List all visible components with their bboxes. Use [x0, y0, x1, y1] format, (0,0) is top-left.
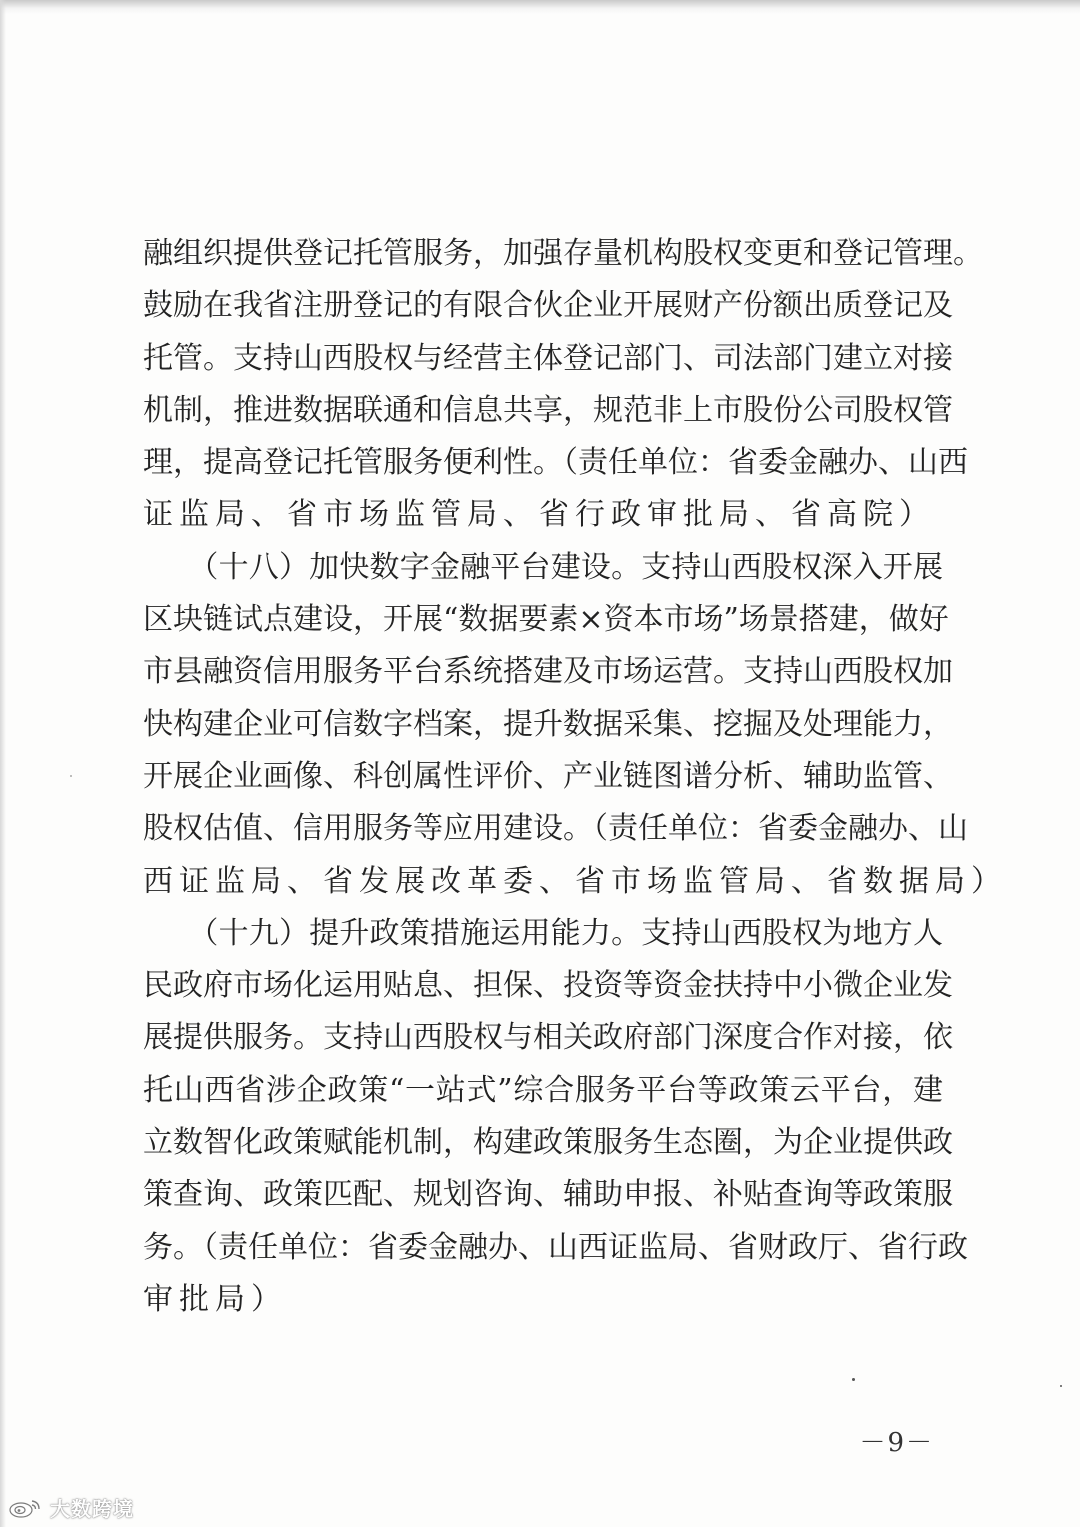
watermark — [8, 1493, 134, 1522]
text-line: 证监局、省市场监管局、省行政审批局、省高院） — [143, 497, 935, 533]
text-line: 开展企业画像、科创属性评价、产业链图谱分析、辅助监管、 — [143, 758, 953, 794]
text-line: 鼓励在我省注册登记的有限合伙企业开展财产份额出质登记及 — [143, 288, 953, 324]
text-line: 快构建企业可信数字档案，提升数据采集、挖掘及处理能力， — [143, 706, 953, 742]
text-line: 策查询、政策匹配、规划咨询、辅助申报、补贴查询等政策服 — [143, 1177, 953, 1213]
scan-left-edge — [0, 0, 6, 1527]
text-line: 机制，推进数据联通和信息共享，规范非上市股份公司股权管 — [143, 392, 953, 428]
text-line: （十八）加快数字金融平台建设。支持山西股权深入开展 — [143, 549, 943, 585]
body-text — [143, 228, 1007, 1326]
text-line: 股权估值、信用服务等应用建设。（责任单位：省委金融办、山 — [143, 811, 968, 847]
text-line: 融组织提供登记托管服务，加强存量机构股权变更和登记管理。 — [143, 236, 983, 271]
text-line: 托管。支持山西股权与经营主体登记部门、司法部门建立对接 — [143, 340, 953, 376]
text-line: 托山西省涉企政策“一站式”综合服务平台等政策云平台，建 — [143, 1072, 943, 1108]
scan-speck — [852, 1378, 855, 1381]
text-line: 审批局） — [143, 1281, 287, 1317]
text-line: 民政府市场化运用贴息、担保、投资等资金扶持中小微企业发 — [143, 968, 953, 1004]
scan-top-shadow — [0, 0, 1080, 14]
watermark-text: 大数跨境 — [50, 1497, 134, 1521]
scan-speck — [1060, 1385, 1062, 1387]
weibo-logo-icon — [8, 1497, 44, 1519]
scan-speck — [70, 775, 72, 777]
text-line: 理，提高登记托管服务便利性。（责任单位：省委金融办、山西 — [143, 445, 968, 481]
text-line: 立数智化政策赋能机制，构建政策服务生态圈，为企业提供政 — [143, 1125, 953, 1161]
page-number: －9－ — [859, 1428, 934, 1458]
text-line: （十九）提升政策措施运用能力。支持山西股权为地方人 — [143, 915, 943, 951]
text-line: 西证监局、省发展改革委、省市场监管局、省数据局） — [143, 863, 1007, 899]
text-line: 区块链试点建设，开展“数据要素×资本市场”场景搭建，做好 — [143, 602, 949, 638]
text-line: 务。（责任单位：省委金融办、山西证监局、省财政厅、省行政 — [143, 1229, 968, 1265]
text-line: 展提供服务。支持山西股权与相关政府部门深度合作对接，依 — [143, 1020, 953, 1056]
text-line: 市县融资信用服务平台系统搭建及市场运营。支持山西股权加 — [143, 654, 953, 690]
